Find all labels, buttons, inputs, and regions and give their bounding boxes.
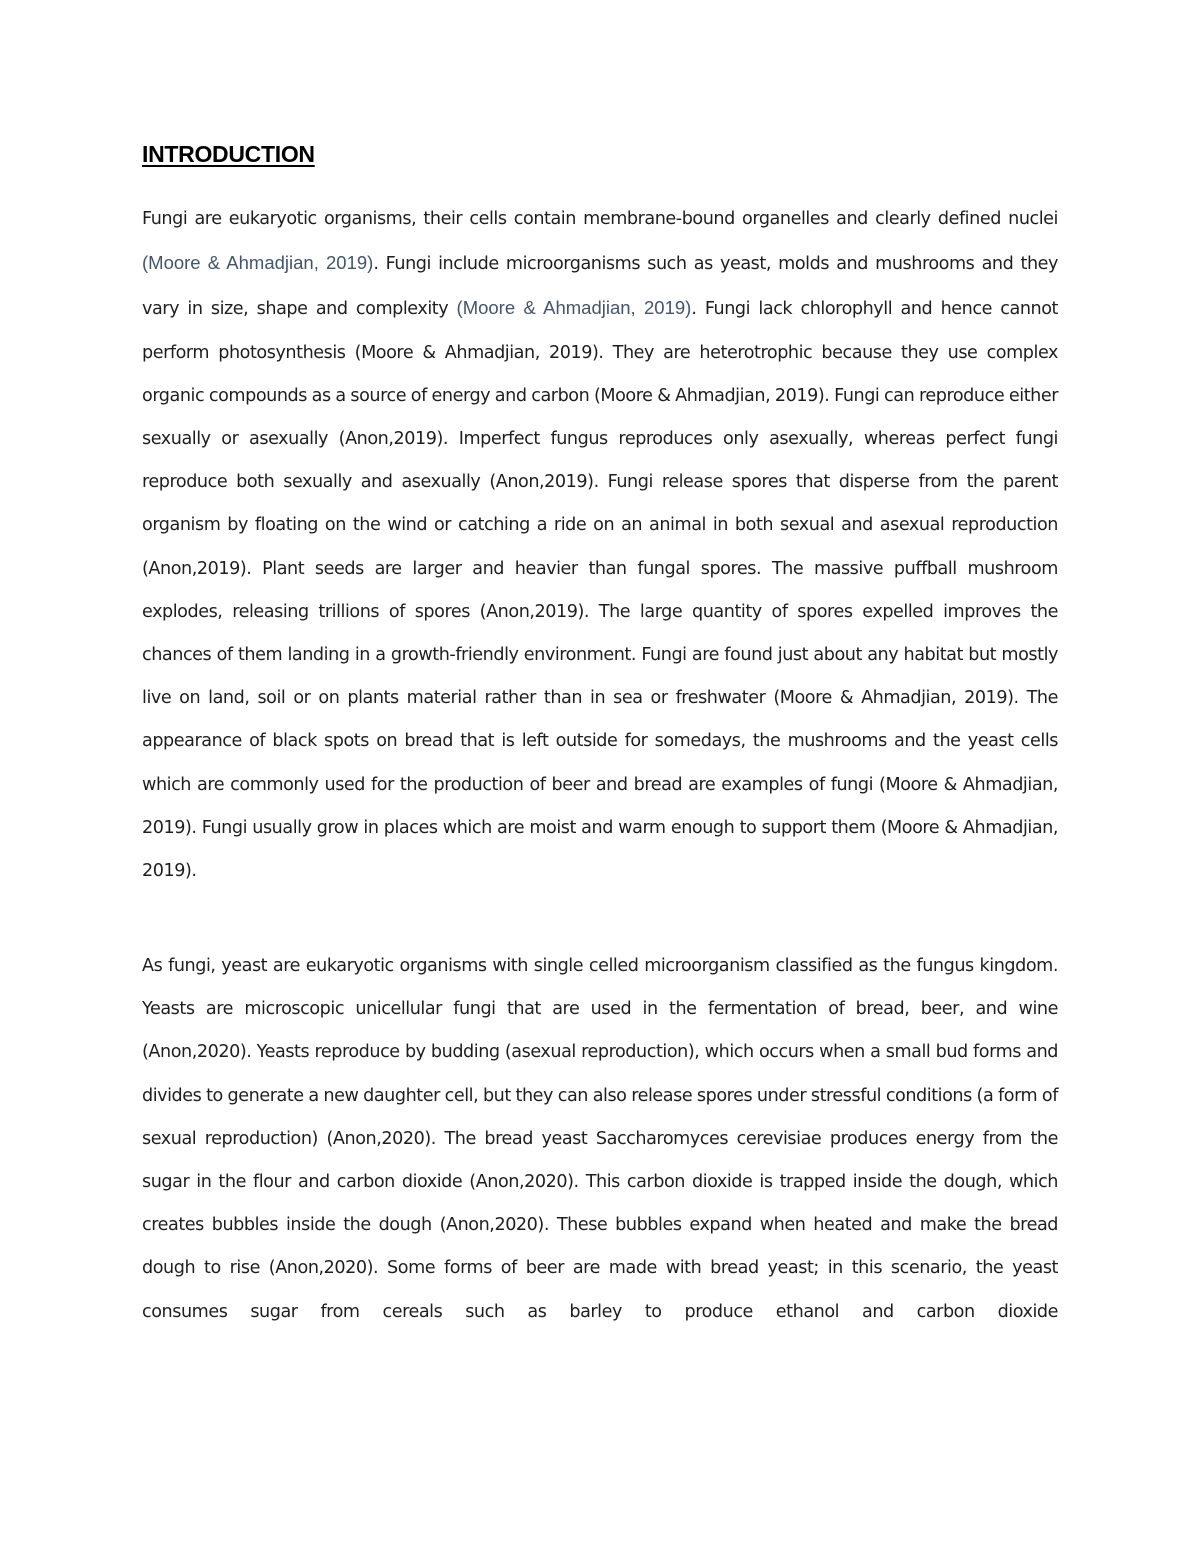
section-heading: INTRODUCTION: [142, 141, 315, 167]
paragraph-intro-text-2: . Fungi include microorganisms such as yeast, molds and mushrooms and they vary in size, shape and complexity: [142, 254, 1058, 320]
paragraph-intro-text-1: Fungi are eukaryotic organisms, their cells contain membrane-bound organelles and clearly defined nuclei: [142, 209, 1058, 229]
paragraph-yeast: As fungi, yeast are eukaryotic organisms with single celled microorganism classified as the fungus kingdom. Yeasts are microscopic unicellular fungi that are used in the fermentation of bread, beer, and wine (Anon,2020). Yeasts reproduce by budding (asexual reproduction), which occurs when a small bud forms and divides to generate a new daughter cell, but they can also release spores under stressful conditions (a form of sexual reproduction) (Anon,2020). The bread yeast Saccharomyces cerevisiae produces energy from the sugar in the flour and carbon dioxide (Anon,2020). This carbon dioxide is trapped inside the dough, which creates bubbles inside the dough (Anon,2020). These bubbles expand when heated and make the bread dough to rise (Anon,2020). Some forms of beer are made with bread yeast; in this scenario, the yeast consumes sugar from cereals such as barley to produce ethanol and carbon dioxide: [142, 956, 1058, 1322]
paragraph-intro: [142, 198, 1058, 893]
citation-link: (Moore & Ahmadjian, 2019): [456, 297, 692, 319]
citation-link: (Moore & Ahmadjian, 2019): [142, 252, 374, 274]
paragraph-intro-text-3: . Fungi lack chlorophyll and hence cannot perform photosynthesis (Moore & Ahmadjian, 2019). They are heterotrophic because they use complex organic compounds as a source of energy and carbon (Moore & Ahmadjian, 2019). Fungi can reproduce either sexually or asexually (Anon,2019). Imperfect fungus reproduces only asexually, whereas perfect fungi reproduce both sexually and asexually (Anon,2019). Fungi release spores that disperse from the parent organism by floating on the wind or catching a ride on an animal in both sexual and asexual reproduction (Anon,2019). Plant seeds are larger and heavier than fungal spores. The massive puffball mushroom explodes, releasing trillions of spores (Anon,2019). The large quantity of spores expelled improves the chances of them landing in a growth-friendly environment. Fungi are found just about any habitat but mostly live on land, soil or on plants material rather than in sea or freshwater (Moore & Ahmadjian, 2019). The appearance of black spots on bread that is left outside for somedays, the mushrooms and the yeast cells which are commonly used for the production of beer and bread are examples of fungi (Moore & Ahmadjian, 2019). Fungi usually grow in places which are moist and warm enough to support them (Moore & Ahmadjian, 2019).: [142, 299, 1059, 882]
